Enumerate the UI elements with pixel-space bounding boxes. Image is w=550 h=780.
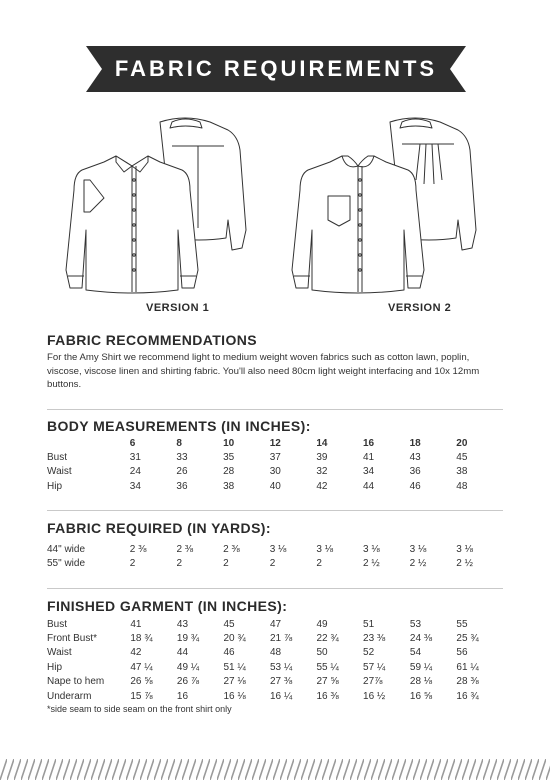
row-label: Underarm: [47, 690, 92, 702]
shirt-illustrations: [60, 110, 490, 295]
cell: 51: [363, 618, 375, 630]
row-label: Nape to hem: [47, 676, 105, 688]
version-2-label: VERSION 2: [388, 302, 452, 314]
cell: 16 ½: [363, 690, 386, 702]
cell: 31: [129, 452, 141, 464]
size-header: 10: [223, 437, 235, 449]
cell: 49 ¼: [176, 661, 200, 673]
cell: 16 ¾: [456, 690, 479, 702]
cell: 33: [176, 452, 188, 464]
cell: 36: [176, 480, 188, 492]
page-title: FABRIC REQUIREMENTS: [114, 56, 438, 81]
cell: 47: [269, 618, 282, 630]
cell: 2 ½: [409, 558, 427, 570]
cell: 52: [363, 647, 375, 659]
cell: 61 ¼: [456, 661, 479, 673]
footnote: *side seam to side seam on the front shirt only: [47, 704, 232, 715]
cell: 48: [456, 480, 468, 492]
cell: 53 ¼: [269, 661, 293, 673]
cell: 20 ¾: [223, 633, 246, 645]
cell: 2: [223, 558, 229, 570]
size-header: 18: [409, 437, 421, 449]
divider: [47, 409, 503, 410]
row-label: Bust: [47, 452, 68, 464]
cell: 41: [130, 618, 142, 630]
cell: 16 ¼: [269, 690, 293, 702]
cell: 16: [176, 690, 189, 702]
cell: 32: [316, 466, 328, 478]
cell: 2: [316, 558, 322, 570]
cell: 3 ⅛: [269, 543, 287, 555]
cell: 27 ⅝: [316, 676, 339, 688]
table-row: [47, 675, 503, 689]
row-label: Waist: [47, 466, 72, 478]
cell: 46: [223, 647, 235, 659]
cell: 16 ⅛: [223, 690, 246, 702]
cell: 39: [316, 452, 328, 464]
cell: 50: [316, 647, 328, 659]
cell: 34: [362, 466, 375, 478]
fabric-recommendations-heading: FABRIC RECOMMENDATIONS: [47, 332, 257, 348]
cell: 24 ⅜: [409, 633, 433, 645]
table-row: [47, 479, 503, 493]
table-row: [47, 631, 503, 645]
cell: 57 ¼: [363, 661, 386, 673]
cell: 41: [362, 452, 375, 464]
cell: 18 ¾: [130, 633, 153, 645]
fabric-required-heading: FABRIC REQUIRED (IN YARDS):: [47, 520, 271, 536]
hatched-footer-border: [0, 759, 550, 780]
cell: 38: [223, 480, 235, 492]
cell: 3 ⅛: [316, 543, 334, 555]
cell: 47 ¼: [130, 661, 153, 673]
cell: 59 ¼: [409, 661, 433, 673]
cell: 45: [223, 618, 235, 630]
title-banner: [86, 46, 466, 92]
cell: 2 ⅜: [176, 543, 194, 555]
cell: 34: [129, 480, 141, 492]
cell: 28 ⅛: [409, 676, 433, 688]
cell: 56: [456, 647, 468, 659]
divider: [47, 588, 503, 589]
cell: 16 ⅝: [409, 690, 433, 702]
cell: 37: [269, 452, 281, 464]
fabric-required-section: [47, 520, 503, 571]
size-header: 8: [176, 437, 182, 449]
finished-garment-section: [47, 598, 503, 714]
cell: 44: [176, 647, 189, 659]
cell: 44: [362, 480, 375, 492]
row-label: Hip: [47, 480, 63, 492]
cell: 25 ¾: [456, 633, 479, 645]
cell: 23 ⅜: [363, 633, 386, 645]
size-header: 6: [129, 437, 136, 449]
cell: 46: [409, 480, 421, 492]
table-row: [47, 660, 503, 674]
cell: 51 ¼: [223, 661, 246, 673]
cell: 42: [130, 647, 142, 659]
cell: 53: [409, 618, 422, 630]
finished-garment-heading: FINISHED GARMENT (IN INCHES):: [47, 598, 288, 614]
cell: 2 ½: [363, 558, 380, 570]
row-label: Front Bust*: [47, 633, 98, 645]
cell: 26 ⅝: [130, 676, 153, 688]
cell: 27⅞: [363, 676, 383, 688]
version-1-label: VERSION 1: [146, 302, 210, 314]
divider: [47, 510, 503, 511]
table-row: [47, 617, 503, 631]
table-row: [47, 465, 503, 479]
cell: 27 ⅛: [223, 676, 246, 688]
cell: 30: [269, 466, 281, 478]
cell: 3 ⅛: [363, 543, 380, 555]
cell: 55 ¼: [316, 661, 339, 673]
body-measurements-heading: BODY MEASUREMENTS (IN INCHES):: [47, 418, 311, 434]
cell: 24: [129, 466, 141, 478]
cell: 28 ⅜: [456, 676, 479, 688]
size-header-row: [47, 436, 503, 450]
cell: 2 ⅜: [129, 543, 147, 555]
cell: 42: [316, 480, 328, 492]
table-row: [47, 689, 503, 703]
cell: 21 ⅞: [269, 633, 293, 645]
cell: 40: [269, 480, 281, 492]
cell: 2 ⅜: [223, 543, 240, 555]
cell: 16 ⅜: [316, 690, 339, 702]
size-header: 12: [269, 437, 281, 449]
cell: 43: [409, 452, 421, 464]
row-label: Bust: [47, 618, 68, 630]
cell: 28: [223, 466, 235, 478]
finished-garment-table: [47, 617, 503, 703]
cell: 45: [456, 452, 468, 464]
cell: 19 ¾: [176, 633, 200, 645]
size-header: 20: [456, 437, 468, 449]
table-row: [47, 556, 503, 570]
cell: 3 ⅛: [456, 543, 473, 555]
cell: 3 ⅛: [409, 543, 427, 555]
cell: 22 ¾: [316, 633, 339, 645]
row-label: 55" wide: [47, 558, 86, 570]
fabric-recommendations-section: [47, 332, 503, 392]
cell: 2 ½: [456, 558, 473, 570]
cell: 26: [176, 466, 188, 478]
row-label: Hip: [47, 661, 63, 673]
cell: 2: [129, 558, 136, 570]
cell: 38: [456, 466, 468, 478]
cell: 27 ⅜: [269, 676, 293, 688]
cell: 55: [456, 618, 468, 630]
version-2-front-illustration: [292, 156, 424, 293]
fabric-required-table: [47, 542, 503, 571]
body-measurements-section: [47, 418, 503, 494]
row-label: Waist: [47, 647, 72, 659]
cell: 2: [269, 558, 276, 570]
cell: 54: [409, 647, 422, 659]
cell: 2: [176, 558, 182, 570]
row-label: 44" wide: [47, 543, 86, 555]
cell: 35: [223, 452, 235, 464]
cell: 49: [316, 618, 328, 630]
size-header: 16: [362, 437, 375, 449]
cell: 15 ⅞: [130, 690, 153, 702]
cell: 43: [176, 618, 189, 630]
version-1-front-illustration: [66, 156, 198, 293]
cell: 36: [409, 466, 421, 478]
table-row: [47, 646, 503, 660]
table-row: [47, 450, 503, 464]
table-row: [47, 542, 503, 556]
fabric-recommendations-text: For the Amy Shirt we recommend light to medium weight woven fabrics such as cotton lawn, poplin, viscose, viscose linen and shirting fabric. You'll also need 80cm light weight interfacing and 10x 12mm buttons.: [47, 352, 480, 391]
cell: 48: [269, 647, 282, 659]
cell: 26 ⅞: [176, 676, 200, 688]
size-header: 14: [316, 437, 328, 449]
body-measurements-table: [47, 436, 503, 494]
